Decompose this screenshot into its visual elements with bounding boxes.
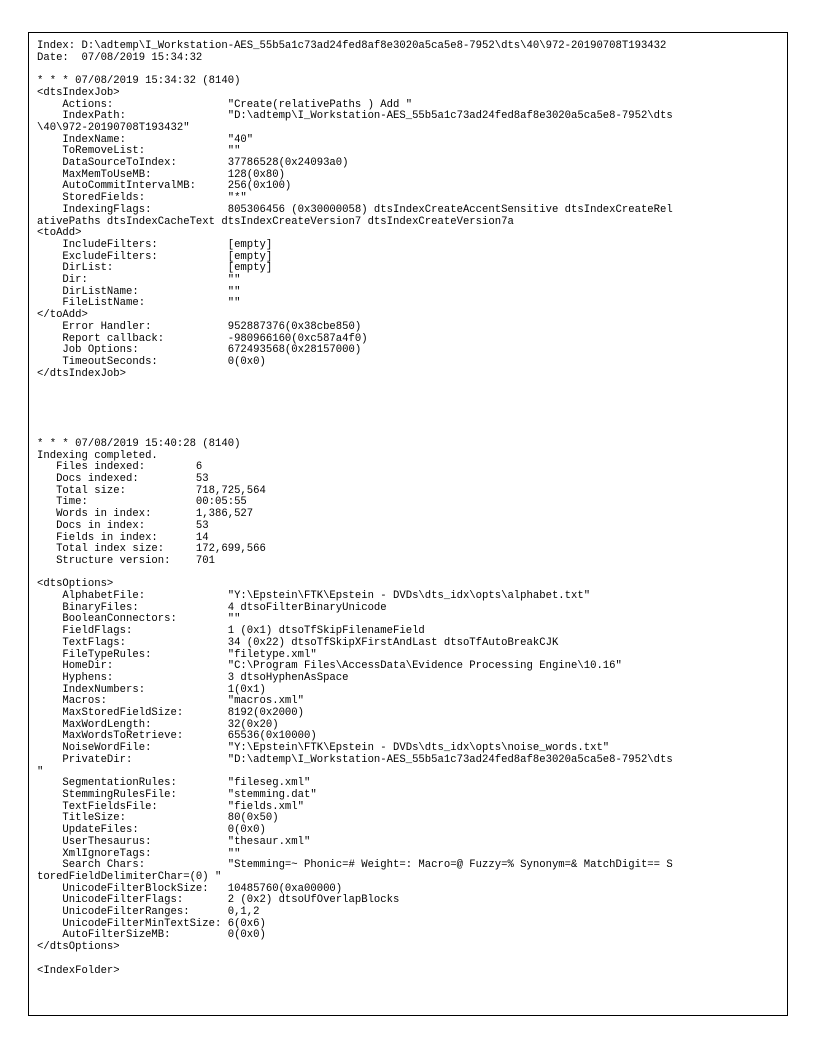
log-line: " bbox=[37, 765, 44, 778]
document-page bbox=[28, 32, 788, 1016]
log-line: DataSourceToIndex: 37786528(0x24093a0) bbox=[37, 157, 349, 170]
log-line: Error Handler: 952887376(0x38cbe850) bbox=[37, 320, 362, 333]
log-line: HomeDir: "C:\Program Files\AccessData\Evidence Processing Engine\10.16" bbox=[37, 660, 622, 673]
log-line: \40\972-20190708T193432" bbox=[37, 121, 190, 134]
log-line: UnicodeFilterRanges: 0,1,2 bbox=[37, 906, 260, 919]
log-line: UnicodeFilterMinTextSize: 6(0x6) bbox=[37, 917, 266, 930]
log-line: StemmingRulesFile: "stemming.dat" bbox=[37, 789, 317, 801]
log-line: SegmentationRules: "fileseg.xml" bbox=[37, 777, 311, 790]
log-line: * * * 07/08/2019 15:40:28 (8140) bbox=[37, 437, 241, 450]
index-log-text bbox=[29, 33, 785, 977]
log-line: toredFieldDelimiterChar=(0) " bbox=[37, 870, 222, 883]
log-line: Date: 07/08/2019 15:34:32 bbox=[37, 51, 203, 64]
log-line: UnicodeFilterFlags: 2 (0x2) dtsoUfOverlapBlocks bbox=[37, 894, 400, 907]
log-line: UpdateFiles: 0(0x0) bbox=[37, 824, 266, 837]
log-line: UserThesaurus: "thesaur.xml" bbox=[37, 835, 311, 848]
log-line: Files indexed: 6 bbox=[37, 461, 203, 474]
log-line bbox=[37, 416, 785, 428]
log-line: Fields in index: 14 bbox=[37, 531, 209, 544]
log-line: BinaryFiles: 4 dtsoFilterBinaryUnicode bbox=[37, 601, 387, 614]
log-line: Index: D:\adtemp\I_Workstation-AES_55b5a1c73ad24fed8af8e3020a5ca5e8-7952\dts\40\972-20190708T193432 bbox=[37, 40, 667, 52]
log-line: </toAdd> bbox=[37, 309, 88, 322]
log-line: Docs in index: 53 bbox=[37, 519, 209, 532]
log-line: ativePaths dtsIndexCacheText dtsIndexCreateVersion7 dtsIndexCreateVersion7a bbox=[37, 215, 514, 228]
log-line: TitleSize: 80(0x50) bbox=[37, 812, 279, 825]
log-line: Dir: "" bbox=[37, 274, 241, 287]
log-line: FileTypeRules: "filetype.xml" bbox=[37, 648, 317, 661]
log-line: Words in index: 1,386,527 bbox=[37, 508, 254, 521]
log-line bbox=[37, 568, 785, 580]
log-line: IndexingFlags: 805306456 (0x30000058) dtsIndexCreateAccentSensitive dtsIndexCreateRel bbox=[37, 203, 673, 216]
log-line: MaxStoredFieldSize: 8192(0x2000) bbox=[37, 707, 305, 720]
log-line: UnicodeFilterBlockSize: 10485760(0xa00000) bbox=[37, 882, 343, 895]
log-line: * * * 07/08/2019 15:34:32 (8140) bbox=[37, 75, 241, 88]
log-line: Time: 00:05:55 bbox=[37, 496, 247, 509]
log-line: <dtsIndexJob> bbox=[37, 86, 120, 99]
log-line bbox=[37, 404, 785, 416]
log-line: Job Options: 672493568(0x28157000) bbox=[37, 344, 362, 357]
log-line: Total index size: 172,699,566 bbox=[37, 543, 266, 556]
log-line: DirList: [empty] bbox=[37, 262, 273, 275]
log-line: Total size: 718,725,564 bbox=[37, 484, 266, 497]
log-line bbox=[37, 380, 785, 392]
log-line: FileListName: "" bbox=[37, 297, 241, 310]
log-line: BooleanConnectors: "" bbox=[37, 613, 241, 626]
log-line: Indexing completed. bbox=[37, 449, 158, 462]
log-line: DirListName: "" bbox=[37, 285, 241, 298]
log-line: IndexNumbers: 1(0x1) bbox=[37, 683, 266, 696]
log-line: IndexName: "40" bbox=[37, 133, 254, 146]
log-line bbox=[37, 954, 785, 966]
log-line: MaxWordLength: 32(0x20) bbox=[37, 718, 279, 731]
log-line: <IndexFolder> bbox=[37, 964, 120, 977]
log-line: AutoFilterSizeMB: 0(0x0) bbox=[37, 929, 266, 942]
log-line: Docs indexed: 53 bbox=[37, 473, 209, 486]
log-line: Hyphens: 3 dtsoHyphenAsSpace bbox=[37, 671, 349, 684]
log-line: PrivateDir: "D:\adtemp\I_Workstation-AES_55b5a1c73ad24fed8af8e3020a5ca5e8-7952\dts bbox=[37, 753, 673, 766]
log-line: IncludeFilters: [empty] bbox=[37, 238, 273, 251]
log-line: Structure version: 701 bbox=[37, 554, 216, 567]
log-line: NoiseWordFile: "Y:\Epstein\FTK\Epstein - DVDs\dts_idx\opts\noise_words.txt" bbox=[37, 742, 610, 755]
log-line: AlphabetFile: "Y:\Epstein\FTK\Epstein - DVDs\dts_idx\opts\alphabet.txt" bbox=[37, 590, 591, 603]
log-line: StoredFields: "*" bbox=[37, 192, 247, 205]
log-line: TextFieldsFile: "fields.xml" bbox=[37, 800, 305, 813]
log-line bbox=[37, 392, 785, 404]
log-line: Report callback: -980966160(0xc587a4f0) bbox=[37, 332, 368, 345]
log-line: <dtsOptions> bbox=[37, 578, 114, 591]
log-line: </dtsIndexJob> bbox=[37, 367, 127, 380]
log-line: MaxWordsToRetrieve: 65536(0x10000) bbox=[37, 730, 317, 743]
log-line: AutoCommitIntervalMB: 256(0x100) bbox=[37, 180, 292, 193]
log-line: ExcludeFilters: [empty] bbox=[37, 250, 273, 263]
log-line: ToRemoveList: "" bbox=[37, 145, 241, 158]
log-line: IndexPath: "D:\adtemp\I_Workstation-AES_55b5a1c73ad24fed8af8e3020a5ca5e8-7952\dts bbox=[37, 110, 673, 123]
log-line: Actions: "Create(relativePaths ) Add " bbox=[37, 98, 413, 111]
log-line: XmlIgnoreTags: "" bbox=[37, 847, 241, 860]
log-line: MaxMemToUseMB: 128(0x80) bbox=[37, 168, 285, 181]
log-line: TimeoutSeconds: 0(0x0) bbox=[37, 355, 266, 368]
log-line: Search Chars: "Stemming=~ Phonic=# Weight=: Macro=@ Fuzzy=% Synonym=& MatchDigit== S bbox=[37, 859, 673, 872]
log-line: TextFlags: 34 (0x22) dtsoTfSkipXFirstAndLast dtsoTfAutoBreakCJK bbox=[37, 636, 559, 649]
log-line: FieldFlags: 1 (0x1) dtsoTfSkipFilenameField bbox=[37, 625, 425, 638]
log-line: </dtsOptions> bbox=[37, 941, 120, 954]
log-line: <toAdd> bbox=[37, 227, 82, 240]
log-line: Macros: "macros.xml" bbox=[37, 695, 305, 708]
